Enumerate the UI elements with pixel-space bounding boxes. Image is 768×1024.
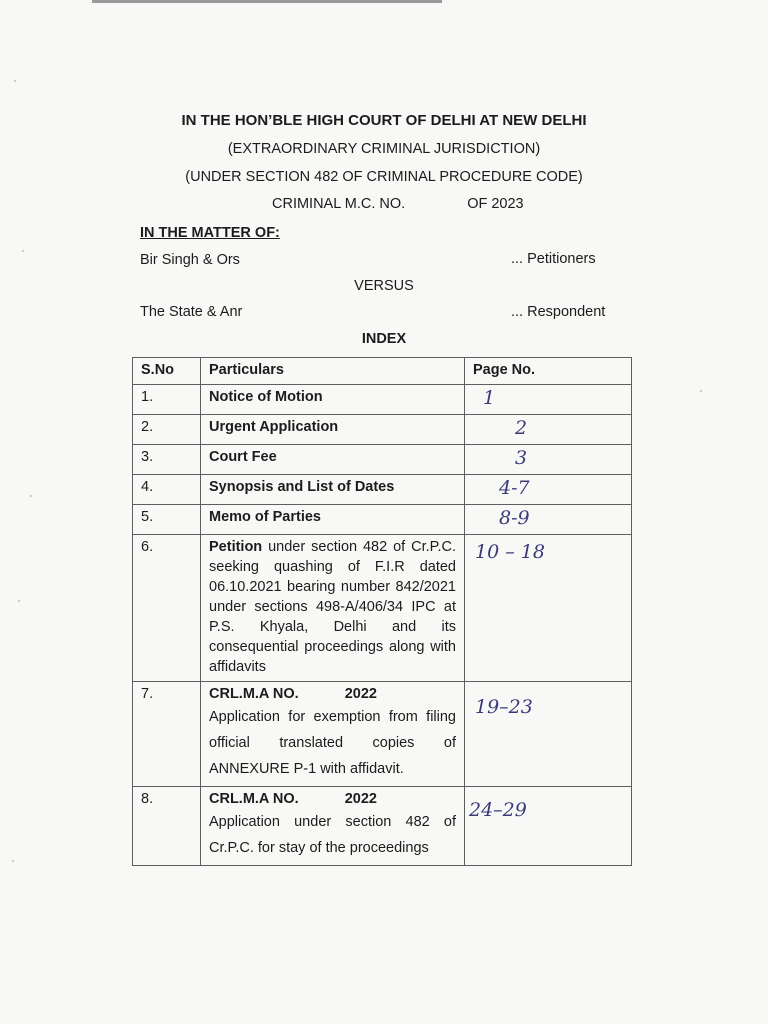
row-sno: 5. — [133, 505, 201, 535]
row-page-cell — [465, 787, 632, 866]
row-particulars: Court Fee — [201, 445, 465, 475]
jurisdiction-line: (EXTRAORDINARY CRIMINAL JURISDICTION) — [227, 141, 541, 157]
handwritten-page-number: 8-9 — [499, 507, 530, 529]
row-sno: 4. — [133, 475, 201, 505]
handwritten-page-number: 3 — [515, 447, 528, 469]
handwritten-page-number: 4-7 — [499, 477, 530, 499]
respondent-name: The State & Anr — [140, 304, 243, 320]
row-heading — [209, 684, 456, 704]
row-particulars — [201, 535, 465, 682]
row-heading-year: 2022 — [344, 686, 377, 702]
row-description: Application under section 482 of Cr.P.C. for stay of the proceedings — [209, 814, 456, 856]
case-number-line — [272, 196, 524, 212]
scan-edge-line — [92, 0, 442, 3]
index-header-row — [133, 358, 632, 385]
table-row — [133, 385, 632, 415]
case-year: OF 2023 — [467, 196, 524, 212]
table-row — [133, 415, 632, 445]
scan-speck — [14, 80, 16, 82]
row-particulars — [201, 787, 465, 866]
handwritten-page-number: 10 – 18 — [475, 541, 545, 563]
scan-speck — [18, 600, 20, 602]
row-particulars — [201, 682, 465, 787]
handwritten-page-number: 2 — [515, 417, 528, 439]
row-description: Application for exemption from filing official translated copies of ANNEXURE P-1 with affidavit. — [209, 709, 456, 777]
row-heading-label: CRL.M.A NO. — [209, 686, 299, 702]
row-sno: 3. — [133, 445, 201, 475]
petitioner-role: ... Petitioners — [511, 251, 596, 267]
row-particulars: Memo of Parties — [201, 505, 465, 535]
case-number-label: CRIMINAL M.C. NO. — [272, 196, 406, 212]
matter-heading: IN THE MATTER OF: — [140, 225, 280, 241]
row-heading-year: 2022 — [344, 791, 377, 807]
column-header-particulars: Particulars — [201, 358, 465, 385]
row-page-cell — [465, 535, 632, 682]
petitioner-name: Bir Singh & Ors — [140, 252, 240, 268]
row-page-cell — [465, 415, 632, 445]
row-heading — [209, 789, 456, 809]
table-row — [133, 535, 632, 682]
row-lead-text: Petition — [209, 539, 263, 555]
scan-speck — [30, 495, 32, 497]
table-row — [133, 682, 632, 787]
scan-speck — [700, 390, 702, 392]
scan-speck — [12, 860, 14, 862]
versus-label: VERSUS — [354, 278, 414, 294]
respondent-role: ... Respondent — [511, 304, 606, 320]
table-row — [133, 475, 632, 505]
row-particulars: Notice of Motion — [201, 385, 465, 415]
court-title: IN THE HON’BLE HIGH COURT OF DELHI AT NEW DELHI — [181, 112, 587, 129]
column-header-sno: S.No — [133, 358, 201, 385]
column-header-page: Page No. — [465, 358, 632, 385]
index-title: INDEX — [361, 331, 407, 347]
row-sno: 6. — [133, 535, 201, 682]
table-row — [133, 505, 632, 535]
row-page-cell — [465, 682, 632, 787]
row-page-cell — [465, 385, 632, 415]
row-sno: 1. — [133, 385, 201, 415]
row-page-cell — [465, 445, 632, 475]
row-sno: 2. — [133, 415, 201, 445]
row-sno: 8. — [133, 787, 201, 866]
table-row — [133, 787, 632, 866]
table-row — [133, 445, 632, 475]
row-description: under section 482 of Cr.P.C. seeking quashing of F.I.R dated 06.10.2021 bearing number 842/2021 under sections 498-A/406/34 IPC at P.S. Khyala, Delhi and its consequential proceedings along with affidavits — [209, 539, 456, 675]
index-table — [132, 357, 632, 866]
row-particulars: Urgent Application — [201, 415, 465, 445]
scan-speck — [22, 250, 24, 252]
handwritten-page-number: 24–29 — [469, 799, 527, 821]
row-particulars: Synopsis and List of Dates — [201, 475, 465, 505]
row-sno: 7. — [133, 682, 201, 787]
handwritten-page-number: 1 — [483, 387, 496, 409]
row-heading-label: CRL.M.A NO. — [209, 791, 299, 807]
row-page-cell — [465, 475, 632, 505]
section-line: (UNDER SECTION 482 OF CRIMINAL PROCEDURE CODE) — [185, 169, 583, 185]
row-page-cell — [465, 505, 632, 535]
handwritten-page-number: 19–23 — [475, 696, 533, 718]
